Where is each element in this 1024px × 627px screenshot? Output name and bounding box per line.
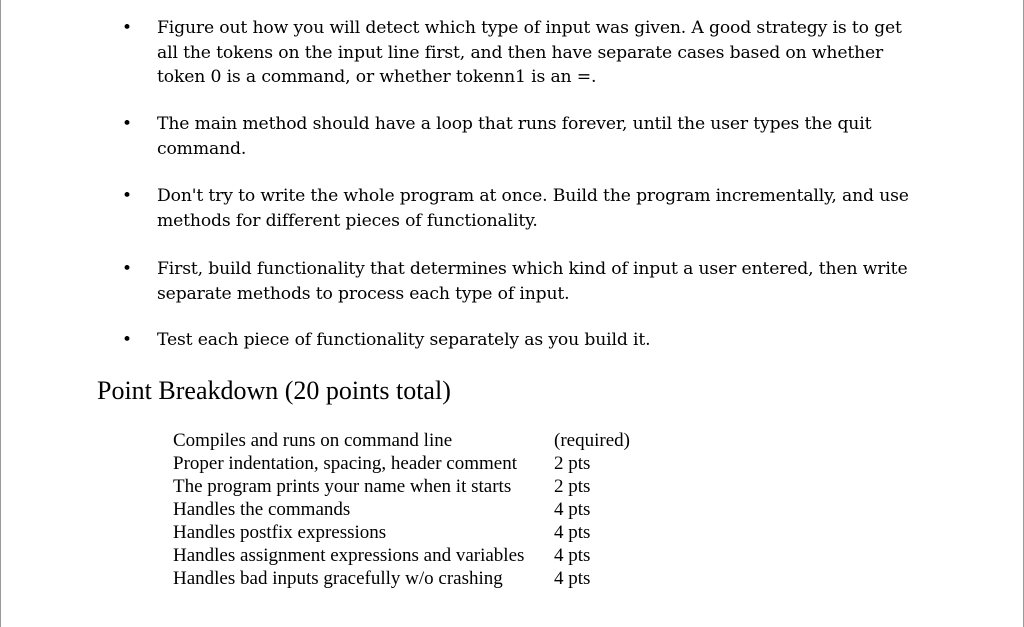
bullet-text: The main method should have a loop that runs forever, until the user types the quit command. (157, 114, 872, 159)
bullet-dot: • (122, 18, 133, 38)
breakdown-row (173, 521, 630, 544)
breakdown-points: (required) (554, 430, 630, 451)
breakdown-item: Compiles and runs on command line (173, 430, 453, 451)
bullet-text: Test each piece of functionality separately as you build it. (157, 330, 651, 350)
breakdown-item: Handles postfix expressions (173, 522, 387, 543)
breakdown-row (173, 498, 630, 521)
bullet-dot: • (122, 114, 133, 134)
bullet-text: Don't try to write the whole program at once. Build the program incrementally, and use methods for different pieces of functionality. (157, 186, 909, 231)
breakdown-points: 2 pts (554, 476, 591, 497)
bullet-dot: • (122, 330, 133, 350)
breakdown-row (173, 429, 630, 452)
breakdown-row (173, 475, 630, 498)
breakdown-points: 2 pts (554, 453, 591, 474)
breakdown-row (173, 567, 630, 590)
breakdown-points: 4 pts (554, 522, 591, 543)
breakdown-points: 4 pts (554, 545, 591, 566)
bullet-dot: • (122, 186, 133, 206)
breakdown-points: 4 pts (554, 568, 591, 589)
breakdown-item: The program prints your name when it starts (173, 476, 512, 497)
breakdown-item: Handles bad inputs gracefully w/o crashing (173, 568, 503, 589)
point-breakdown-heading: Point Breakdown (20 points total) (97, 376, 451, 405)
breakdown-item: Proper indentation, spacing, header comment (173, 453, 518, 474)
bullet-text: First, build functionality that determines which kind of input a user entered, then write separate methods to process each type of input. (157, 259, 908, 304)
breakdown-item: Handles the commands (173, 499, 351, 520)
breakdown-points: 4 pts (554, 499, 591, 520)
bullet-text: Figure out how you will detect which type of input was given. A good strategy is to get all the tokens on the input line first, and then have separate cases based on whether token 0 is a command, or whether tokenn1 is an =. (157, 18, 902, 87)
bullet-dot: • (122, 259, 133, 279)
breakdown-row (173, 452, 630, 475)
breakdown-item: Handles assignment expressions and variables (173, 545, 525, 566)
point-breakdown-table (173, 429, 630, 590)
breakdown-row (173, 544, 630, 567)
